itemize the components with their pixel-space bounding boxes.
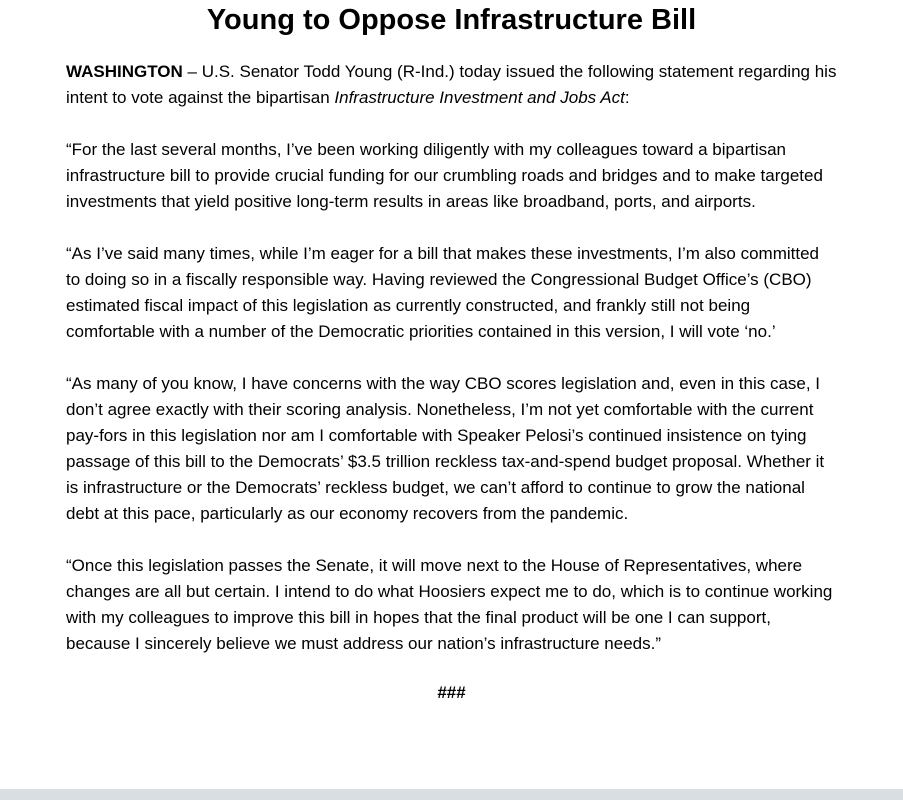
- dateline-paragraph-text: – U.S. Senator Todd Young (R-Ind.) today issued the following statement regarding his intent to vote against the bipartisan: [66, 62, 837, 107]
- body-paragraph-4: “Once this legislation passes the Senate, it will move next to the House of Representatives, where changes are all but certain. I intend to do what Hoosiers expect me to do, which is to continue working with my colleagues to improve this bill in hopes that the final product will be one I can support, because I sincerely believe we must address our nation’s infrastructure needs.”: [66, 556, 833, 653]
- dateline: WASHINGTON: [66, 62, 183, 81]
- end-mark: ###: [437, 683, 466, 702]
- document-title: Young to Oppose Infrastructure Bill: [206, 4, 697, 36]
- bottom-edge-bar: [0, 789, 903, 800]
- body-paragraph-3: “As many of you know, I have concerns with the way CBO scores legislation and, even in this case, I don’t agree exactly with their scoring analysis. Nonetheless, I’m not yet comfortable with the current pay-fors in this legislation nor am I comfortable with Speaker Pelosi’s continued insistence on tying passage of this bill to the Democrats’ $3.5 trillion reckless tax-and-spend budget proposal. Whether it is infrastructure or the Democrats’ reckless budget, we can’t afford to continue to grow the national debt at this pace, particularly as our economy recovers from the pandemic.: [66, 374, 825, 523]
- dateline-paragraph: [66, 59, 837, 111]
- body-paragraph-2: “As I’ve said many times, while I’m eager for a bill that makes these investments, I’m also committed to doing so in a fiscally responsible way. Having reviewed the Congressional Budget Office’s (CBO) estimated fiscal impact of this legislation as currently constructed, and frankly still not being comfortable with a number of the Democratic priorities contained in this version, I will vote ‘no.’: [66, 244, 819, 341]
- body-paragraph-1: “For the last several months, I’ve been working diligently with my colleagues toward a bipartisan infrastructure bill to provide crucial funding for our crumbling roads and bridges and to make targeted investments that yield positive long-term results in areas like broadband, ports, and airports.: [66, 140, 823, 211]
- dateline-paragraph-colon: :: [624, 88, 630, 107]
- bill-name-italic: Infrastructure Investment and Jobs Act: [334, 88, 625, 107]
